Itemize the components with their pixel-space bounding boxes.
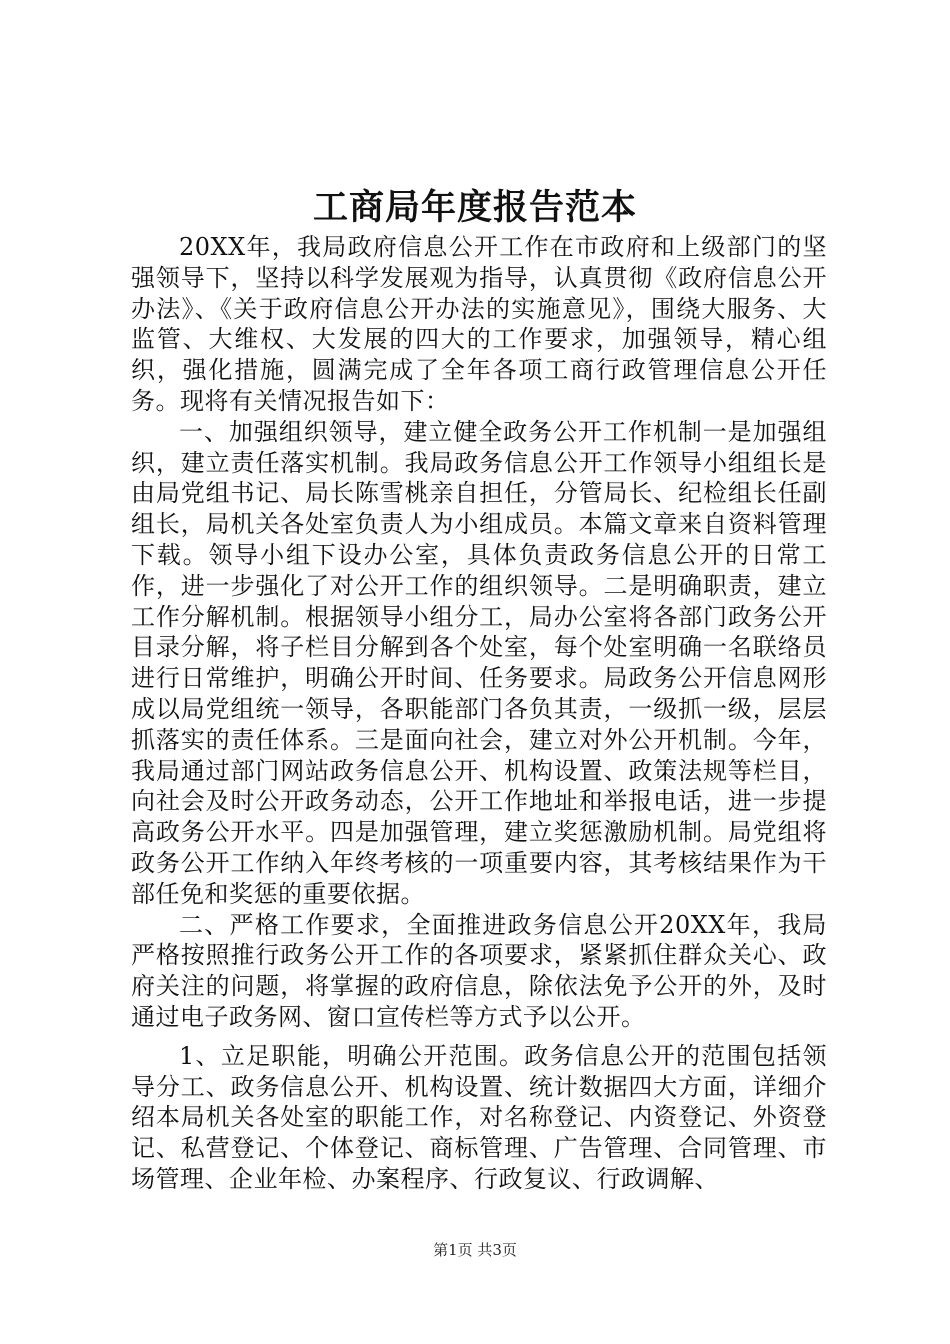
paragraph-section-2: 二、严格工作要求，全面推进政务信息公开20XX年，我局严格按照推行政务公开工作的各项要求，紧紧抓住群众关心、政府关注的问题，将掌握的政府信息，除依法免予公开的外，及时通过电子政务网、窗口宣传栏等方式予以公开。	[131, 910, 827, 1031]
document-title: 工商局年度报告范本	[312, 187, 637, 228]
paragraph-section-1: 一、加强组织领导，建立健全政务公开工作机制一是加强组织，建立责任落实机制。我局政务信息公开工作领导小组组长是由局党组书记、局长陈雪桃亲自担任，分管局长、纪检组长任副组长，局机关各处室负责人为小组成员。本篇文章来自资料管理下载。领导小组下设办公室，具体负责政务信息公开的日常工作，进一步强化了对公开工作的组织领导。二是明确职责，建立工作分解机制。根据领导小组分工，局办公室将各部门政务公开目录分解，将子栏目分解到各个处室，每个处室明确一名联络员进行日常维护，明确公开时间、任务要求。局政务公开信息网形成以局党组统一领导，各职能部门各负其责，一级抓一级，层层抓落实的责任体系。三是面向社会，建立对外公开机制。今年，我局通过部门网站政务信息公开、机构设置、政策法规等栏目，向社会及时公开政务动态，公开工作地址和举报电话，进一步提高政务公开水平。四是加强管理，建立奖惩激励机制。局党组将政务公开工作纳入年终考核的一项重要内容，其考核结果作为干部任免和奖惩的重要依据。	[131, 417, 827, 908]
page-number-footer: 第1页 共3页	[433, 1241, 517, 1259]
paragraph-intro: 20XX年，我局政府信息公开工作在市政府和上级部门的坚强领导下，坚持以科学发展观为指导，认真贯彻《政府信息公开办法》、《关于政府信息公开办法的实施意见》，围绕大服务、大监管、大维权、大发展的四大的工作要求，加强领导，精心组织，强化措施，圆满完成了全年各项工商行政管理信息公开任务。现将有关情况报告如下：	[131, 233, 827, 415]
paragraph-item-1: 1、立足职能，明确公开范围。政务信息公开的范围包括领导分工、政务信息公开、机构设置、统计数据四大方面，详细介绍本局机关各处室的职能工作，对名称登记、内资登记、外资登记、私营登记、个体登记、商标管理、广告管理、合同管理、市场管理、企业年检、办案程序、行政复议、行政调解、	[131, 1041, 827, 1193]
document-body	[131, 232, 827, 1195]
